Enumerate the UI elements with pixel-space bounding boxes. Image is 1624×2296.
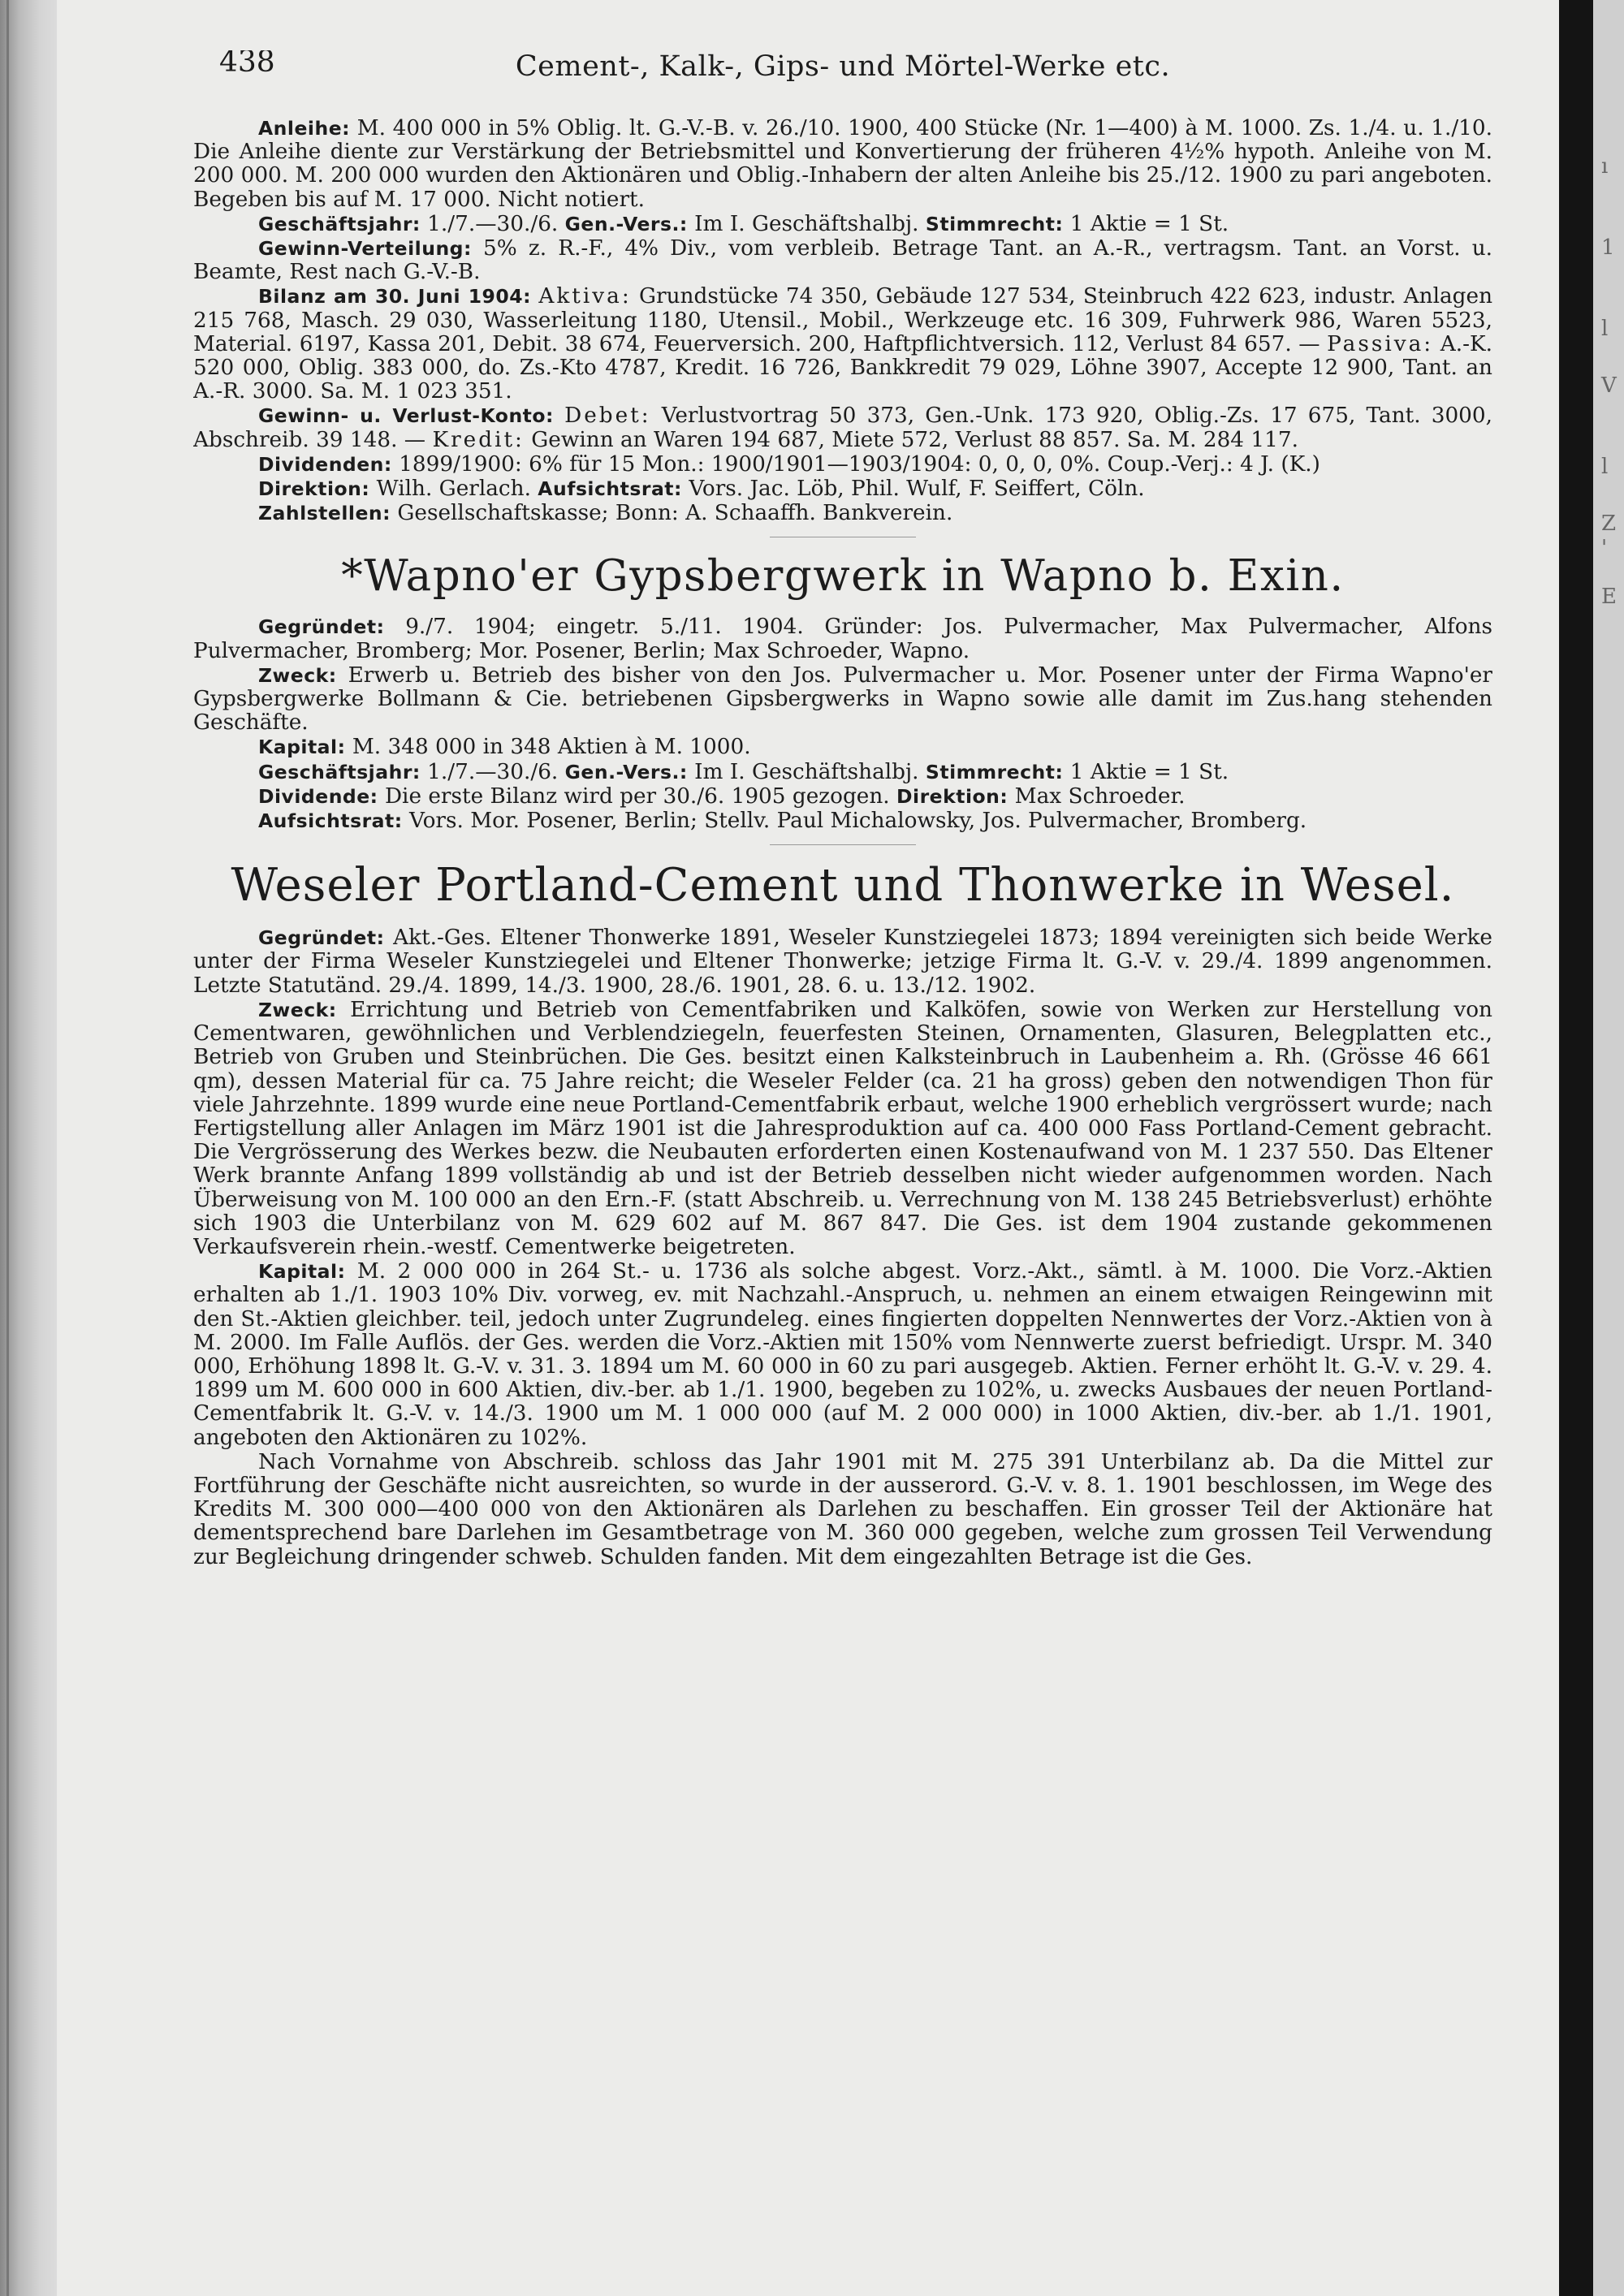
aufsichtsrat-text: Vors. Mor. Posener, Berlin; Stellv. Paul Michalowsky, Jos. Pulvermacher, Bromberg. [409,809,1307,834]
company-title: *Wapno'er Gypsbergwerk in Wapno b. Exin. [341,551,1345,602]
genvers-text: Im I. Geschäftshalbj. [694,759,919,784]
book-binding-edge [0,0,57,2296]
anleihe-text: M. 400 000 in 5% Oblig. lt. G.-V.-B. v. 26./10. 1900, 400 Stücke (Nr. 1—400) à M. 1000. Zs. 1./4. u. 1./10. Die Anleihe diente zur Verstärkung der Betriebsmittel und Konvertierung der früheren 4½% hypoth. Anleihe von M. 200 000. M. 200 000 wurden den Aktionären und Oblig.-Inhabern der alten Anleihe bis 25./12. 1900 zu pari angeboten. Begeben bis auf M. 17 000. Nicht notiert. [193,116,1492,212]
kredit-word: Kredit: [432,427,525,452]
aufsichtsrat-label: Aufsichtsrat: [538,477,682,501]
genvers-label: Gen.-Vers.: [564,760,688,783]
page-fore-edge [6,0,9,2296]
stimmrecht-text: 1 Aktie = 1 St. [1069,211,1229,236]
gewinn-paragraph [193,237,1492,284]
gutter-shadow [1559,0,1593,2296]
kredit-text: Gewinn an Waren 194 687, Miete 572, Verlust 88 857. Sa. M. 284 117. [531,427,1298,452]
geschaeftsjahr-text: 1./7.—30./6. [427,759,559,784]
gewinn-text: 5% z. R.-F., 4% Div., vom verbleib. Betrage Tant. an A.-R., vertragsm. Tant. an Vorst. u. Beamte, Rest nach G.-V.-B. [193,236,1492,285]
next-page-strip [1593,0,1624,2296]
genvers-text: Im I. Geschäftshalbj. [694,211,919,236]
kapital-text: M. 348 000 in 348 Aktien à M. 1000. [352,735,751,760]
margin-glyph: l [1601,317,1609,341]
margin-glyph: ı [1601,154,1609,179]
direktion-paragraph [193,477,1492,501]
gegruendet-paragraph [193,926,1492,998]
margin-glyph: E [1601,585,1617,609]
page-number: 438 [219,50,275,79]
stimmrecht-label: Stimmrecht: [925,760,1064,783]
zahlstellen-label: Zahlstellen: [258,502,391,525]
margin-glyph: l [1601,455,1609,479]
kapital-label: Kapital: [258,1260,346,1284]
zahlstellen-text: Gesellschaftskasse; Bonn: A. Schaaffh. Bankverein. [397,501,953,526]
document-page [193,50,1492,2275]
geschaeftsjahr-text: 1./7.—30./6. [427,211,559,236]
kapital-label: Kapital: [258,736,346,759]
section-divider [770,844,916,845]
aktiva-word: Aktiva: [538,284,632,309]
passiva-text: A.-K. 520 000, Oblig. 383 000, do. Zs.-Kto 4787, Kredit. 16 726, Bankkredit 79 029, Löhne 3907, Accepte 12 900, Tant. an A.-R. 3000. Sa. M. 1 023 351. [193,331,1492,404]
geschaeftsjahr-label: Geschäftsjahr: [258,212,421,235]
margin-glyph: 1 [1601,235,1615,260]
geschaeftsjahr-paragraph [193,761,1492,784]
bilanz-paragraph [193,285,1492,404]
geschaeftsjahr-paragraph [193,213,1492,236]
geschaeftsjahr-label: Geschäftsjahr: [258,760,421,783]
aktiva-text: Grundstücke 74 350, Gebäude 127 534, Steinbruch 422 623, industr. Anlagen 215 768, Masch. 29 030, Wasserleitung 1180, Utensil., Mobil., Werkzeuge etc. 16 309, Fuhrwerk 986, Waren 5523, Material. 6197, Kassa 201, Debit. 38 674, Feuerversich. 200, Haftpflichtversich. 112, Verlust 84 657. — [193,284,1492,356]
anleihe-paragraph [193,117,1492,212]
final-paragraph: Nach Vornahme von Abschreib. schloss das Jahr 1901 mit M. 275 391 Unterbilanz ab. Da die Mittel zur Fortführung der Geschäfte nicht ausreichten, so wurde in der ausserord. G.-V. v. 8. 1. 1901 beschlossen, im Wege des Kredits M. 300 000—400 000 von den Aktionären als Darlehen zu beschaffen. Ein grosser Teil der Aktionäre hat dementsprechend bare Darlehen im Gesamtbetrage von M. 360 000 gegeben, welche zum grossen Teil Verwendung zur Begleichung dringender schweb. Schulden fanden. Mit dem eingezahlten Betrage ist die Ges. [193,1449,1492,1569]
entry-company-2 [193,549,1492,833]
margin-glyph: ' [1601,536,1608,560]
gegruendet-text: Akt.-Ges. Eltener Thonwerke 1891, Weseler Kunstziegelei 1873; 1894 vereinigten sich beide Werke unter der Firma Weseler Kunstziegelei und Eltener Thonwerke; jetzige Firma lt. G.-V. v. 29./4. 1899 angenommen. Letzte Statutänd. 29./4. 1899, 14./3. 1900, 28./6. 1901, 28. 6. u. 13./12. 1902. [193,926,1492,998]
kapital-paragraph [193,736,1492,759]
page-header [193,50,1492,117]
running-title: Cement-, Kalk-, Gips- und Mörtel-Werke etc. [515,50,1171,83]
dividende-label: Dividende: [258,784,378,808]
zweck-label: Zweck: [258,663,337,687]
guv-label: Gewinn- u. Verlust-Konto: [258,404,554,428]
aufsichtsrat-text: Vors. Jac. Löb, Phil. Wulf, F. Seiffert, Cöln. [689,477,1145,502]
debet-text: Verlustvortrag 50 373, Gen.-Unk. 173 920, Oblig.-Zs. 17 675, Tant. 3000, Abschreib. 39 148. — [193,404,1492,452]
stimmrecht-text: 1 Aktie = 1 St. [1069,759,1229,784]
margin-glyph: Z [1601,511,1617,536]
company-title: Weseler Portland-Cement und Thonwerke in Wesel. [231,859,1455,913]
direktion-text: Max Schroeder. [1014,783,1186,809]
dividenden-label: Dividenden: [258,452,392,476]
direktion-label: Direktion: [258,477,370,501]
genvers-label: Gen.-Vers.: [564,212,688,235]
entry-company-3 [193,857,1492,1569]
debet-word: Debet: [564,404,651,429]
guv-paragraph [193,404,1492,451]
gegruendet-label: Gegründet: [258,926,385,950]
dividenden-text: 1899/1900: 6% für 15 Mon.: 1900/1901—1903/1904: 0, 0, 0, 0%. Coup.-Verj.: 4 J. (K.) [399,451,1320,477]
zweck-paragraph [193,664,1492,736]
kapital-text: M. 2 000 000 in 264 St.- u. 1736 als solche abgest. Vorz.-Akt., sämtl. à M. 1000. Die Vorz.-Aktien erhalten ab 1./1. 1903 10% Div. vorweg, ev. mit Nachzahl.-Anspruch, u. nehmen an einem etwaigen Reingewinn mit den St.-Aktien gleichber. teil, jedoch unter Zugrundeleg. eines fingierten doppelten Nennwertes der Vorz.-Aktien von à M. 2000. Im Falle Auflös. der Ges. werden die Vorz.-Aktien mit 150% vom Nennwerte zuerst befriedigt. Urspr. M. 340 000, Erhöhung 1898 lt. G.-V. v. 31. 3. 1894 um M. 60 000 in 60 zu pari ausgegeb. Aktien. Ferner erhöht lt. G.-V. v. 29. 4. 1899 um M. 600 000 in 600 Aktien, div.-ber. ab 1./1. 1900, begeben zu 102%, u. zwecks Ausbaues der neuen Portland-Cementfabrik lt. G.-V. v. 14./3. 1900 um M. 1 000 000 (auf M. 2 000 000) in 1000 Aktien, div.-ber. ab 1./1. 1901, angeboten den Aktionären zu 102%. [193,1259,1492,1450]
gegruendet-label: Gegründet: [258,615,385,639]
bilanz-label: Bilanz am 30. Juni 1904: [258,285,532,309]
zahlstellen-paragraph [193,502,1492,525]
aufsichtsrat-label: Aufsichtsrat: [258,809,403,833]
gegruendet-text: 9./7. 1904; eingetr. 5./11. 1904. Gründer: Jos. Pulvermacher, Max Pulvermacher, Alfons Pulvermacher, Bromberg; Mor. Posener, Berlin; Max Schroeder, Wapno. [193,615,1492,663]
gegruendet-paragraph [193,615,1492,662]
aufsichtsrat-paragraph [193,809,1492,833]
dividende-text: Die erste Bilanz wird per 30./6. 1905 gezogen. [384,783,890,809]
zweck-text: Errichtung und Betrieb von Cementfabriken und Kalköfen, sowie von Werken zur Herstellung von Cementwaren, gewöhnlichen und Verblendziegeln, feuerfesten Steinen, Ornamenten, Glasuren, Belegplatten etc., Betrieb von Gruben und Steinbrüchen. Die Ges. besitzt einen Kalksteinbruch in Laubenheim a. Rh. (Grösse 46 661 qm), dessen Material für ca. 75 Jahre reicht; die Weseler Felder (ca. 21 ha gross) geben den notwendigen Thon für viele Jahrzehnte. 1899 wurde eine neue Portland-Cementfabrik erbaut, welche 1900 erheblich vergrössert wurde; nach Fertigstellung aller Anlagen im März 1901 ist die Jahresproduktion auf ca. 400 000 Fass Portland-Cement gebracht. Die Vergrösserung des Werkes bezw. die Neubauten erforderten einen Kostenaufwand von M. 1 237 550. Das Eltener Werk brannte Anfang 1899 vollständig ab und ist der Betrieb desselben nicht wieder aufgenommen worden. Nach Überweisung von M. 100 000 an den Ern.-F. (statt Abschreib. u. Verrechnung von M. 138 245 Betriebsverlust) erhöhte sich 1903 die Unterbilanz von M. 629 602 auf M. 867 847. Die Ges. ist dem 1904 zustande gekommenen Verkaufsverein rhein.-westf. Cementwerke beigetreten. [193,997,1492,1259]
direktion-label: Direktion: [896,784,1009,808]
margin-glyph: V [1601,373,1617,398]
zweck-label: Zweck: [258,998,337,1021]
gewinn-label: Gewinn-Verteilung: [258,237,472,261]
passiva-word: Passiva: [1327,331,1434,356]
direktion-text: Wilh. Gerlach. [376,477,531,502]
dividenden-paragraph [193,453,1492,477]
entry-company-1 [193,117,1492,525]
anleihe-label: Anleihe: [258,117,351,140]
zweck-paragraph [193,999,1492,1259]
stimmrecht-label: Stimmrecht: [925,212,1064,235]
dividende-paragraph [193,785,1492,809]
zweck-text: Erwerb u. Betrieb des bisher von den Jos. Pulvermacher u. Mor. Posener unter der Firma Wapno'er Gypsbergwerke Bollmann & Cie. betriebenen Gipsbergwerks in Wapno sowie alle damit im Zus.hang stehenden Geschäfte. [193,662,1492,736]
kapital-paragraph [193,1260,1492,1450]
